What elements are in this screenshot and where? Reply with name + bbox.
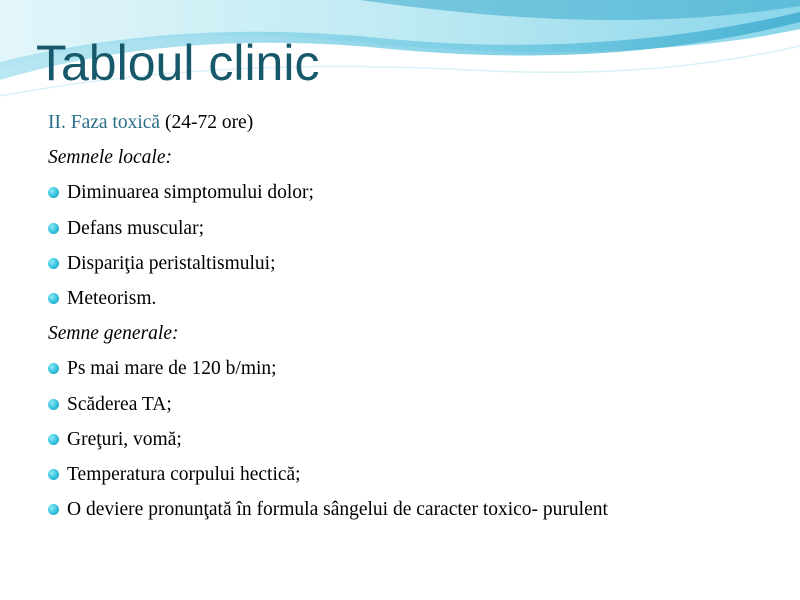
general-sign-text: Scăderea TA; — [67, 393, 172, 415]
phase-subheading — [48, 105, 788, 140]
bullet-icon — [48, 399, 59, 410]
local-sign-item — [48, 281, 788, 316]
bullet-icon — [48, 469, 59, 480]
general-signs-heading: Semne generale: — [48, 323, 179, 345]
general-sign-text: O deviere pronunţată în formula sângelui de caracter toxico- purulent — [67, 499, 608, 521]
general-sign-item — [48, 351, 788, 386]
local-sign-item — [48, 175, 788, 210]
bullet-icon — [48, 363, 59, 374]
local-signs-heading: Semnele locale: — [48, 147, 172, 169]
bullet-icon — [48, 293, 59, 304]
local-sign-item — [48, 211, 788, 246]
bullet-icon — [48, 434, 59, 445]
general-sign-item — [48, 492, 788, 527]
general-sign-item — [48, 387, 788, 422]
general-sign-text: Ps mai mare de 120 b/min; — [67, 358, 277, 380]
general-sign-text: Greţuri, vomă; — [67, 428, 182, 450]
local-sign-item — [48, 246, 788, 281]
general-sign-item — [48, 457, 788, 492]
local-sign-text: Defans muscular; — [67, 217, 204, 239]
local-sign-text: Diminuarea simptomului dolor; — [67, 182, 314, 204]
bullet-icon — [48, 504, 59, 515]
local-sign-text: Meteorism. — [67, 287, 157, 309]
general-sign-item — [48, 422, 788, 457]
general-sign-text: Temperatura corpului hectică; — [67, 463, 301, 485]
slide-content — [48, 105, 788, 527]
phase-duration: (24-72 ore) — [164, 112, 254, 133]
bullet-icon — [48, 187, 59, 198]
slide-title: Tabloul clinic — [36, 35, 320, 91]
bullet-icon — [48, 223, 59, 234]
local-sign-text: Dispariţia peristaltismului; — [67, 252, 276, 274]
phase-label: II. Faza toxică — [48, 112, 161, 133]
bullet-icon — [48, 258, 59, 269]
